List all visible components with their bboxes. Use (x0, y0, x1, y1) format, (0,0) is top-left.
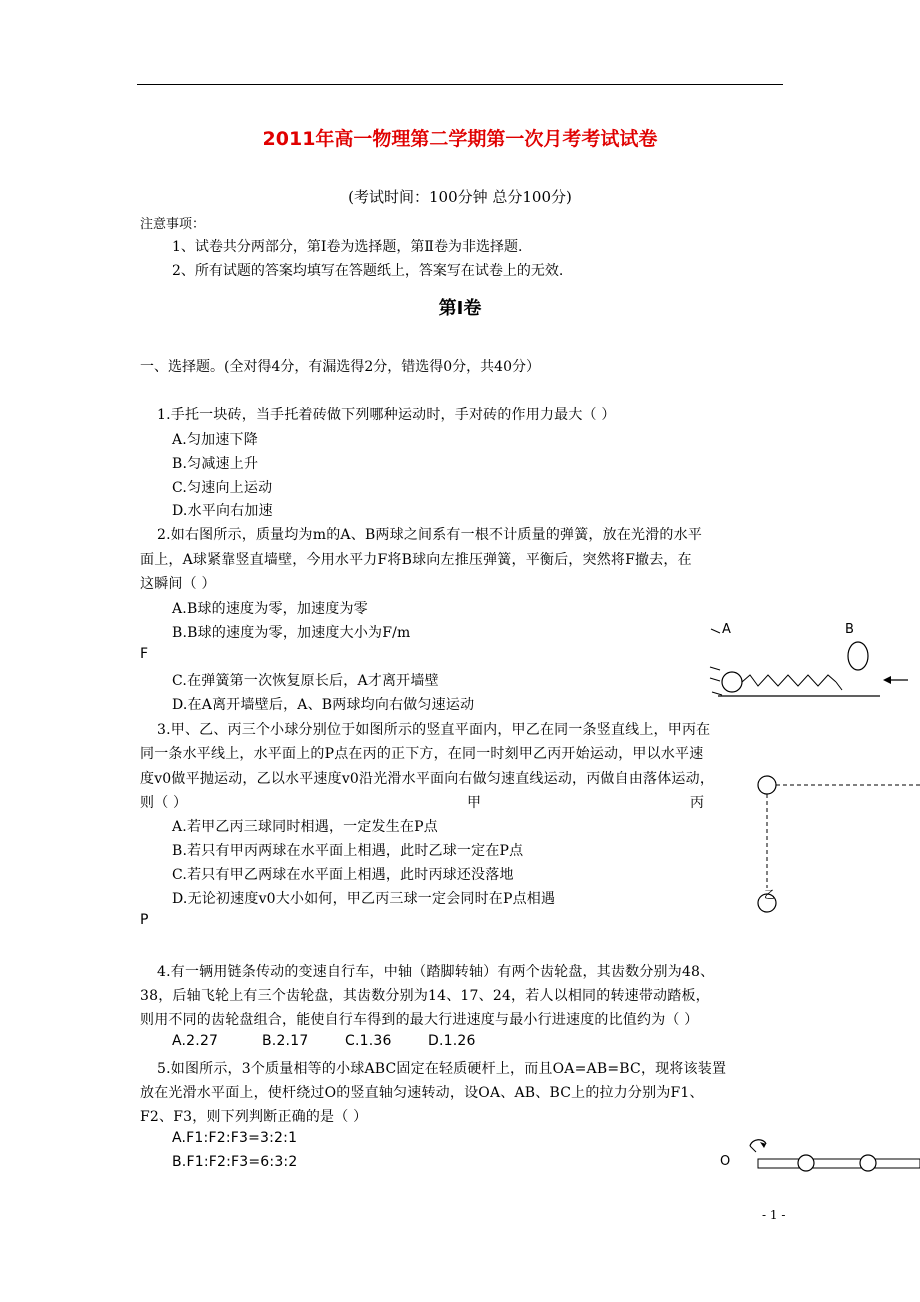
notice-1: 1、试卷共分两部分，第Ⅰ卷为选择题，第Ⅱ卷为非选择题. (172, 239, 523, 255)
q3-line-3: 度v0做平抛运动，乙以水平速度v0沿光滑水平面向右做匀速直线运动，丙做自由落体运动， (140, 771, 715, 787)
q5-figure-label-o: O (720, 1154, 731, 1169)
q4-option-d: D.1.26 (428, 1033, 476, 1049)
q3-figure-label-p: P (140, 912, 149, 928)
q2-line-3: 这瞬间（ ） (140, 576, 216, 592)
q5-line-3: F2、F3，则下列判断正确的是（ ） (140, 1109, 368, 1125)
q3-label-bing: 丙 (690, 795, 705, 811)
q1-option-c: C.匀速向上运动 (172, 480, 273, 496)
q3-line-2: 同一条水平线上，水平面上的P点在丙的正下方，在同一时刻甲乙丙开始运动，甲以水平速 (140, 746, 704, 762)
section-1-heading: 一、选择题。(全对得4分，有漏选得2分，错选得0分，共40分） (140, 359, 540, 375)
q5-line-1: 5.如图所示，3个质量相等的小球ABC固定在轻质硬杆上，而且OA=AB=BC，现将该装置 (157, 1061, 727, 1077)
q3-option-c: C.若只有甲乙两球在水平面上相遇，此时丙球还没落地 (172, 867, 514, 883)
q5-option-a: A.F1:F2:F3=3:2:1 (172, 1130, 298, 1146)
q2-option-b: B.B球的速度为零，加速度大小为F/m (172, 625, 411, 641)
top-rule (137, 84, 783, 85)
q1-stem: 1.手托一块砖，当手托着砖做下列哪种运动时，手对砖的作用力最大（ ） (157, 407, 616, 423)
q3-option-b: B.若只有甲丙两球在水平面上相遇，此时乙球一定在P点 (172, 843, 524, 859)
q1-option-a: A.匀加速下降 (172, 432, 258, 448)
q2-figure-label-f: F (140, 646, 149, 662)
q5-rod-figure (740, 1132, 920, 1182)
q4-line-1: 4.有一辆用链条传动的变速自行车，中轴（踏脚转轴）有两个齿轮盘，其齿数分别为48、 (157, 964, 715, 980)
exam-info: (考试时间：100分钟 总分100分) (348, 188, 572, 206)
q1-option-b: B.匀减速上升 (172, 456, 259, 472)
q2-line-2: 面上，A球紧靠竖直墙壁，今用水平力F将B球向左推压弹簧，平衡后，突然将F撤去，在 (140, 552, 692, 568)
q2-spring-figure (700, 620, 920, 730)
q5-line-2: 放在光滑水平面上，使杆绕过O的竖直轴匀速转动，设OA、AB、BC上的拉力分别为F1、 (140, 1085, 704, 1101)
q2-line-1: 2.如右图所示，质量均为m的A、B两球之间系有一根不计质量的弹簧，放在光滑的水平 (157, 527, 703, 543)
notice-2: 2、所有试题的答案均填写在答题纸上，答案写在试卷上的无效. (172, 263, 564, 279)
q3-option-a: A.若甲乙丙三球同时相遇，一定发生在P点 (172, 819, 438, 835)
q2-figure-label-b: B (845, 622, 854, 637)
q4-line-2: 38，后轴飞轮上有三个齿轮盘，其齿数分别为14、17、24，若人以相同的转速带动踏板， (140, 988, 710, 1004)
q2-option-a: A.B球的速度为零，加速度为零 (172, 601, 368, 617)
exam-title: 2011年高一物理第二学期第一次月考考试试卷 (262, 128, 658, 150)
q3-option-d: D.无论初速度v0大小如何，甲乙丙三球一定会同时在P点相遇 (172, 891, 556, 907)
q2-option-d: D.在A离开墙壁后，A、B两球均向右做匀速运动 (172, 697, 475, 713)
q4-option-b: B.2.17 (262, 1033, 309, 1049)
q3-line-4: 则（ ） (140, 795, 188, 811)
q2-option-c: C.在弹簧第一次恢复原长后，A才离开墙壁 (172, 673, 439, 689)
page-number: - 1 - (762, 1208, 786, 1222)
part-title: 第I卷 (438, 298, 482, 319)
q3-projectile-figure (750, 770, 920, 920)
q4-option-a: A.2.27 (172, 1033, 219, 1049)
q3-label-jia: 甲 (467, 795, 482, 811)
q4-line-3: 则用不同的齿轮盘组合，能使自行车得到的最大行进速度与最小行进速度的比值约为（ ） (140, 1012, 699, 1028)
q3-label-yi: 乙 (764, 888, 775, 901)
q3-line-1: 3.甲、乙、丙三个小球分别位于如图所示的竖直平面内，甲乙在同一条竖直线上，甲丙在 (157, 722, 711, 738)
q5-option-b: B.F1:F2:F3=6:3:2 (172, 1154, 298, 1170)
q2-figure-label-a: A (722, 622, 731, 637)
notice-title: 注意事项： (140, 217, 206, 232)
q4-option-c: C.1.36 (345, 1033, 392, 1049)
q1-option-d: D.水平向右加速 (172, 503, 273, 519)
